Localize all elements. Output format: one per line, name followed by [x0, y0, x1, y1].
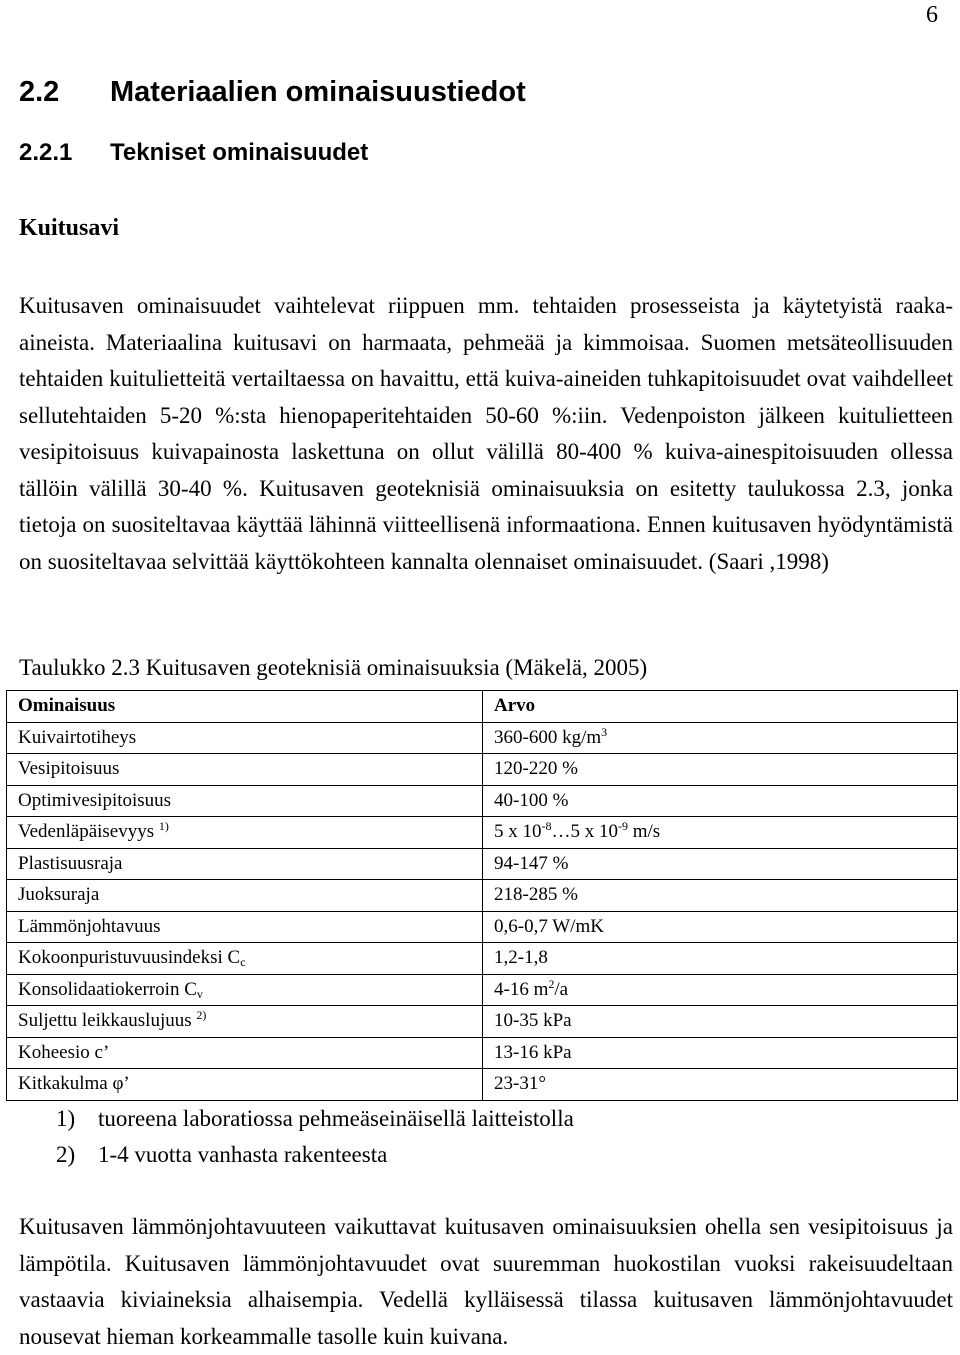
value-cell: 0,6-0,7 W/mK	[483, 911, 958, 943]
footnote-text: 1-4 vuotta vanhasta rakenteesta	[98, 1142, 388, 1167]
property-subscript: c	[240, 955, 246, 970]
property-cell: Vesipitoisuus	[7, 754, 483, 786]
value-text: 5 x 10	[494, 821, 542, 843]
section-title: Materiaalien ominaisuustiedot	[110, 76, 526, 108]
value-cell: 1,2-1,8	[483, 943, 958, 975]
table-row	[7, 1006, 958, 1038]
footnote-text: tuoreena laboratiossa pehmeäseinäisellä laitteistolla	[98, 1106, 574, 1131]
value-cell: 13-16 kPa	[483, 1037, 958, 1069]
property-cell	[7, 974, 483, 1006]
property-cell: Plastisuusraja	[7, 848, 483, 880]
exponent: -8	[541, 819, 552, 834]
footnote-marker: 1)	[158, 819, 169, 834]
table-row	[7, 722, 958, 754]
value-text: 360-600 kg/m	[494, 726, 602, 748]
property-text: Kokoonpuristuvuusindeksi C	[18, 947, 241, 969]
header-value: Arvo	[483, 691, 958, 723]
table-row	[7, 911, 958, 943]
value-cell: 120-220 %	[483, 754, 958, 786]
section-heading	[19, 76, 526, 109]
value-cell: 23-31°	[483, 1069, 958, 1101]
footnote-item	[56, 1101, 574, 1137]
value-superscript: 3	[601, 724, 608, 739]
table-row	[7, 785, 958, 817]
property-cell	[7, 943, 483, 975]
table-row	[7, 817, 958, 849]
table-row	[7, 880, 958, 912]
table-row	[7, 1069, 958, 1101]
table-row	[7, 974, 958, 1006]
header-property: Ominaisuus	[7, 691, 483, 723]
value-text: …5 x 10	[551, 821, 618, 843]
subheading: Kuitusavi	[19, 215, 120, 241]
table-header-row	[7, 691, 958, 723]
table-row	[7, 754, 958, 786]
value-cell: 40-100 %	[483, 785, 958, 817]
page-number: 6	[926, 2, 938, 28]
footnote-item	[56, 1137, 574, 1173]
value-superscript: 2	[548, 976, 555, 991]
property-cell: Koheesio c’	[7, 1037, 483, 1069]
footnote-number: 1)	[56, 1106, 76, 1131]
body-paragraph-1: Kuitusaven ominaisuudet vaihtelevat riippuen mm. tehtaiden prosesseista ja käytetyistä raaka-aineista. Materiaalina kuitusavi on harmaata, pehmeää ja kimmoisaa. Suomen metsäteollisuuden tehtaiden kuitulietteitä vertailtaessa on havaittu, että kuiva-aineiden tuhkapitoisuudet ovat vaihdelleet sellutehtaiden 5-20 %:sta hienopaperitehtaiden 50-60 %:iin. Vedenpoiston jälkeen kuitulietteen vesipitoisuus kuivapainosta laskettuna on ollut välillä 80-400 % kuiva-ainespitoisuuden ollessa tällöin välillä 30-40 %. Kuitusaven geoteknisiä ominaisuuksia on esitetty taulukossa 2.3, jonka tietoja on suositeltavaa käyttää lähinnä viitteellisenä informaationa. Ennen kuitusaven hyödyntämistä on suositeltavaa selvittää käyttökohteen kannalta olennaiset ominaisuudet. (Saari ,1998)	[19, 293, 953, 574]
subsection-number: 2.2.1	[19, 139, 73, 166]
table-row	[7, 943, 958, 975]
value-cell	[483, 817, 958, 849]
footnote-list	[56, 1101, 574, 1173]
footnote-number: 2)	[56, 1142, 76, 1167]
property-text: Konsolidaatiokerroin C	[18, 978, 197, 1000]
value-suffix: /a	[554, 978, 569, 1000]
property-subscript: v	[196, 986, 203, 1001]
value-cell: 10-35 kPa	[483, 1006, 958, 1038]
property-text: Suljettu leikkauslujuus	[18, 1010, 197, 1032]
property-cell: Kuivairtotiheys	[7, 722, 483, 754]
subsection-heading	[19, 139, 368, 167]
table-row	[7, 848, 958, 880]
value-cell	[483, 974, 958, 1006]
exponent: -9	[618, 819, 628, 834]
property-cell	[7, 1006, 483, 1038]
property-cell: Juoksuraja	[7, 880, 483, 912]
body-paragraph-2: Kuitusaven lämmönjohtavuuteen vaikuttavat kuitusaven ominaisuuksien ohella sen vesipitoisuus ja lämpötila. Kuitusaven lämmönjohtavuudet ovat suuremman huokostilan vuoksi rakeisuudeltaan vastaavia kiviaineksia alhaisempia. Vedellä kylläisessä tilassa kuitusaven lämmönjohtavuudet nousevat hieman korkeammalle tasolle kuin kuivana.	[19, 1214, 953, 1349]
property-cell: Kitkakulma φ’	[7, 1069, 483, 1101]
subsection-title: Tekniset ominaisuudet	[110, 139, 369, 166]
table-row	[7, 1037, 958, 1069]
value-unit: m/s	[628, 821, 661, 843]
value-cell: 218-285 %	[483, 880, 958, 912]
properties-table	[6, 690, 958, 1101]
property-text: Vedenläpäisevyys	[18, 821, 159, 843]
footnote-marker: 2)	[196, 1008, 207, 1023]
property-cell: Lämmönjohtavuus	[7, 911, 483, 943]
value-cell: 94-147 %	[483, 848, 958, 880]
value-text: 4-16 m	[494, 978, 549, 1000]
property-cell: Optimivesipitoisuus	[7, 785, 483, 817]
section-number: 2.2	[19, 76, 60, 108]
table-caption: Taulukko 2.3 Kuitusaven geoteknisiä ominaisuuksia (Mäkelä, 2005)	[19, 655, 648, 680]
property-cell	[7, 817, 483, 849]
value-cell	[483, 722, 958, 754]
